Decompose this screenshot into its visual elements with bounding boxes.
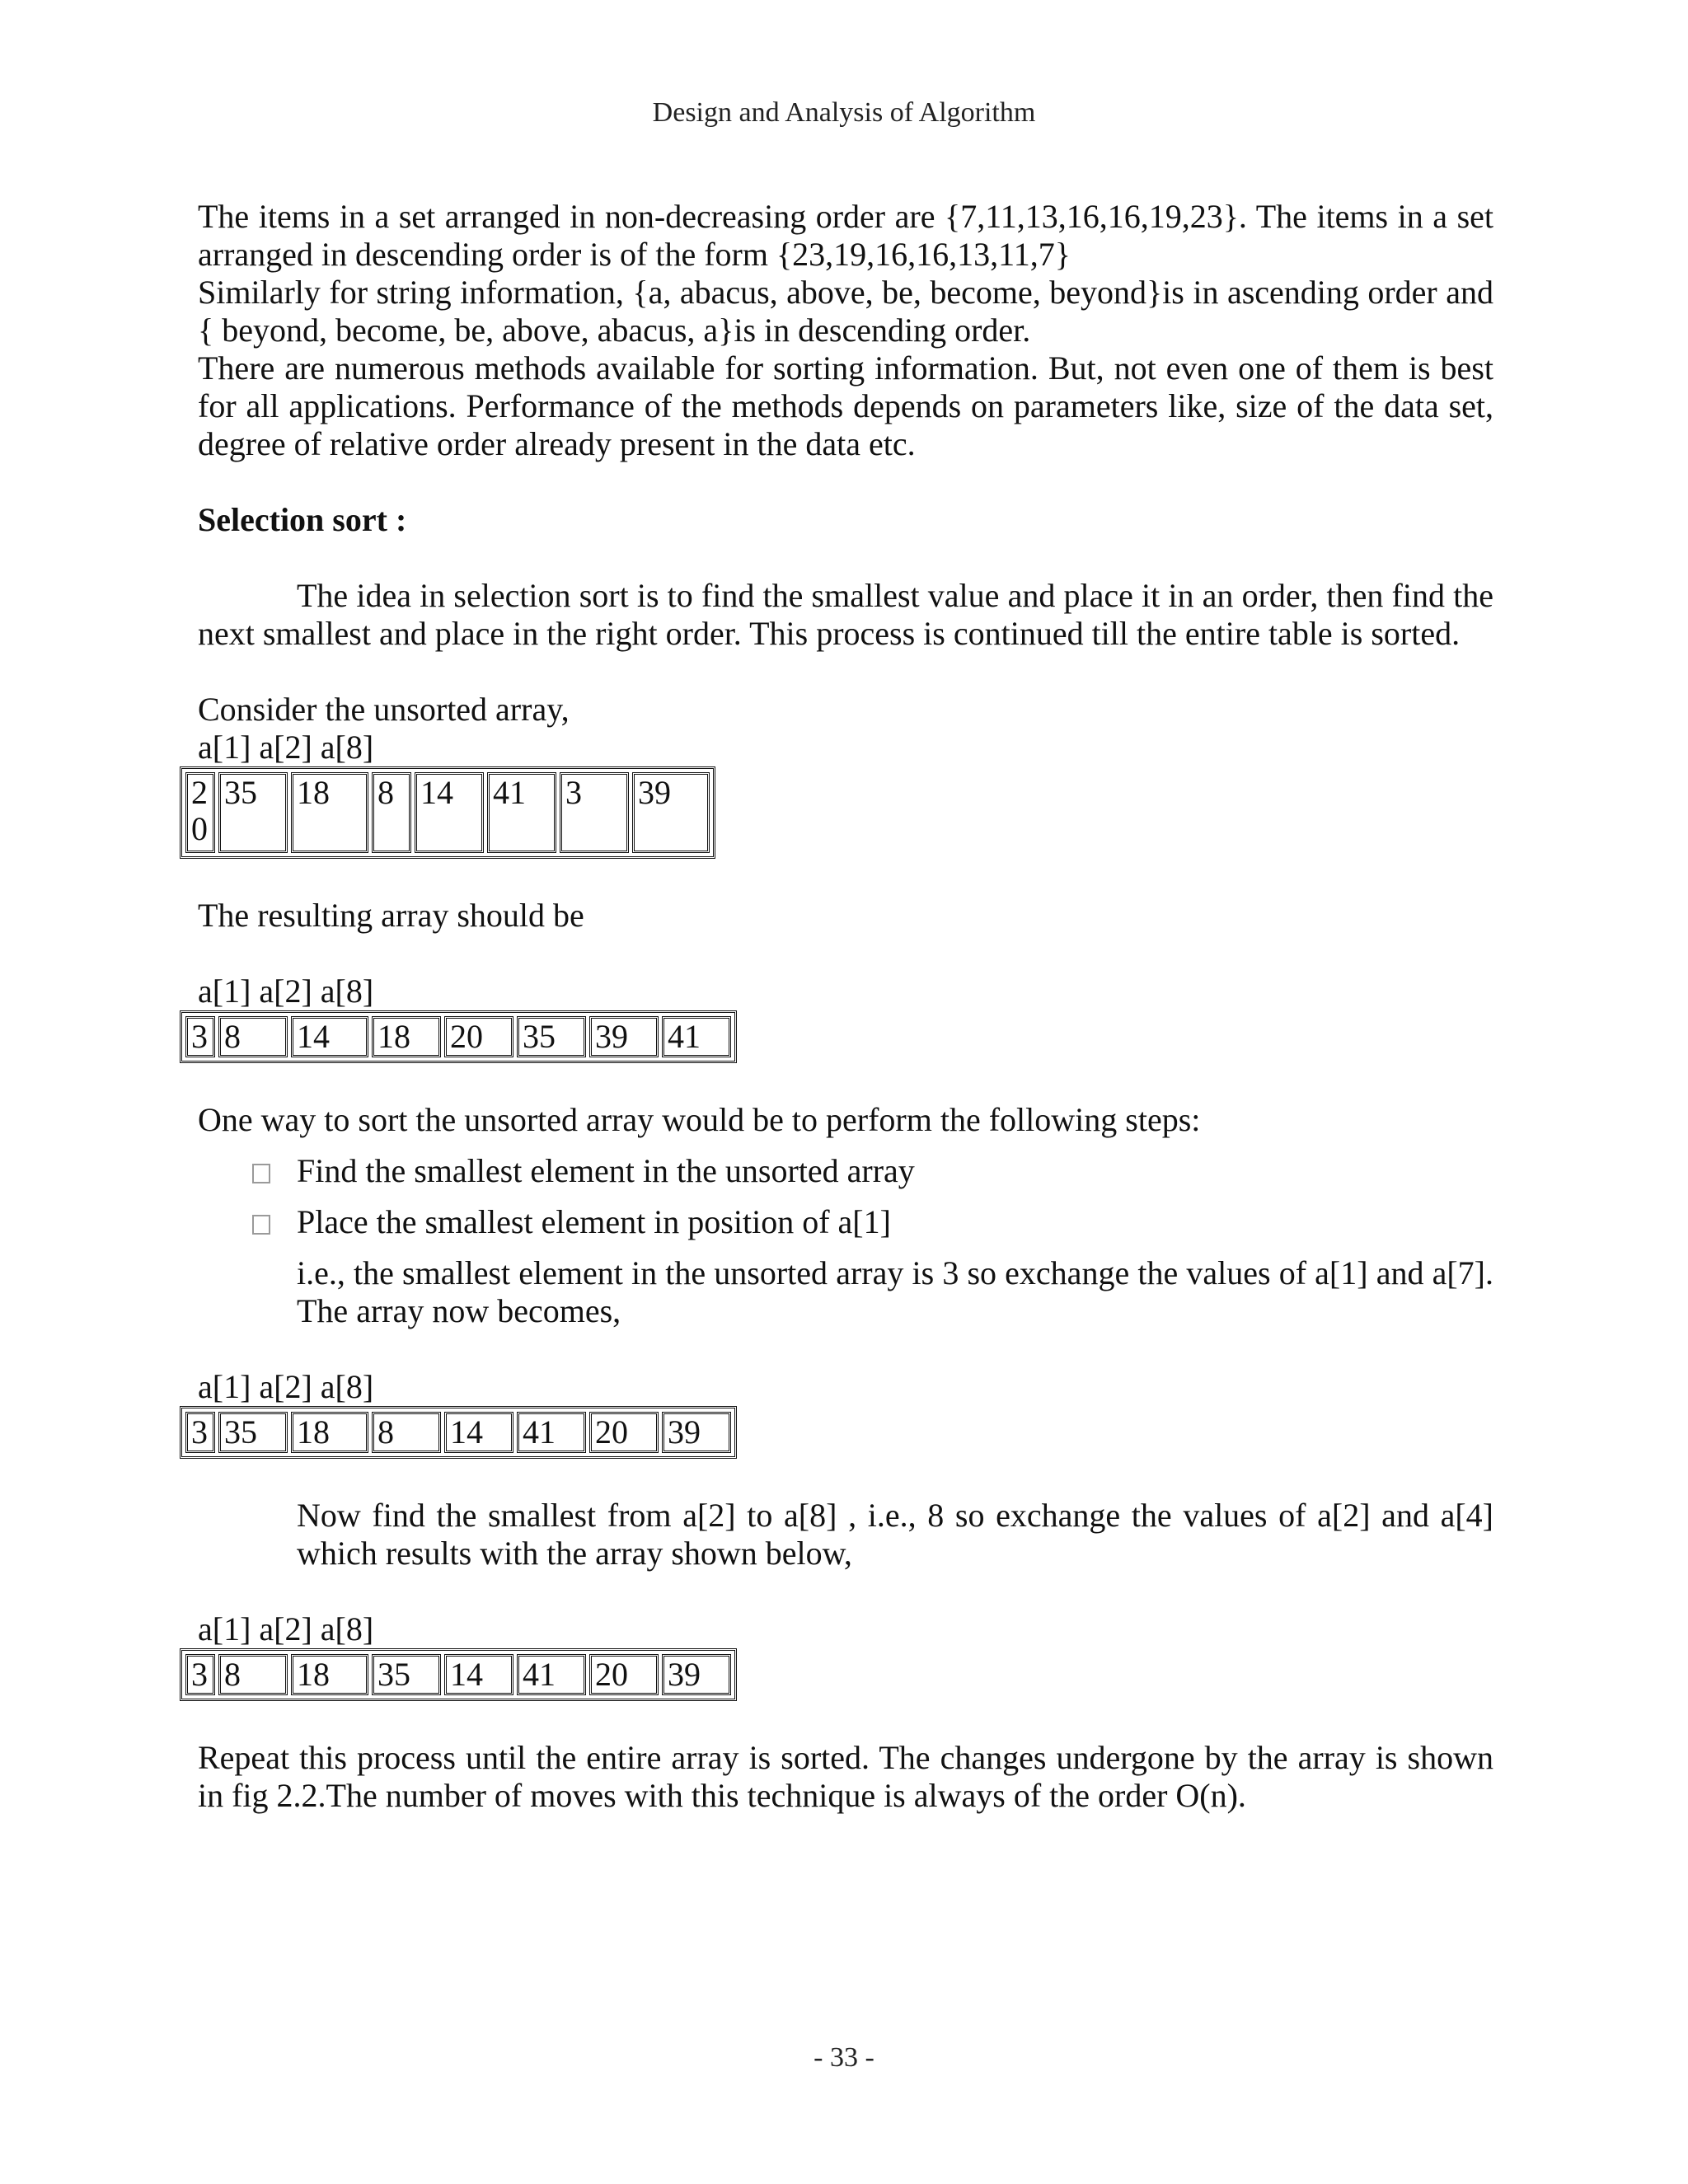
index-label-4: a[1] a[2] a[8] (198, 1610, 374, 1647)
section-heading: Selection sort : (198, 501, 407, 538)
array-cell: 3 (185, 1654, 215, 1695)
index-label-3: a[1] a[2] a[8] (198, 1368, 374, 1405)
array-cell: 14 (444, 1654, 513, 1695)
array-cell: 20 (589, 1654, 659, 1695)
array-cell: 39 (662, 1412, 731, 1453)
explain-paragraph-1: i.e., the smallest element in the unsorted array is 3 so exchange the values of a[1] and a[7]. The array now becomes, (297, 1254, 1493, 1329)
array-cell: 18 (291, 772, 368, 853)
array-cell: 35 (218, 772, 288, 853)
result-text: The resulting array should be (198, 897, 584, 934)
conclusion-paragraph: Repeat this process until the entire array is sorted. The changes undergone by the array is shown in fig 2.2.The number of moves with this technique is always of the order O(n). (198, 1739, 1493, 1814)
array-cell: 8 (218, 1016, 288, 1057)
array-cell: 14 (415, 772, 484, 853)
array-cell: 3 (185, 1412, 215, 1453)
steps-intro: One way to sort the unsorted array would be to perform the following steps: (198, 1101, 1201, 1138)
index-label-1: a[1] a[2] a[8] (198, 729, 374, 766)
array-after-step2-table (180, 1648, 737, 1701)
array-after-step1-table (180, 1406, 737, 1459)
page-body (191, 198, 1493, 1815)
array-cell: 39 (662, 1654, 731, 1695)
intro-paragraph-2: Similarly for string information, {a, abacus, above, be, become, beyond}is in ascending order and { beyond, become, be, above, abacus, a}is in descending order. (198, 274, 1493, 349)
step-item-1 (198, 1152, 1493, 1190)
consider-text: Consider the unsorted array, (198, 691, 570, 728)
array-cell: 20 (444, 1016, 513, 1057)
array-cell: 14 (291, 1016, 368, 1057)
array-cell: 41 (487, 772, 556, 853)
intro-paragraph-3: There are numerous methods available for sorting information. But, not even one of them is best for all applications. Performance of the methods depends on parameters like, size of the data set, degree of relative order already present in the data etc. (198, 349, 1493, 462)
array-cell: 8 (372, 1412, 441, 1453)
array-cell: 8 (218, 1654, 288, 1695)
array-cell: 41 (517, 1654, 586, 1695)
array-cell: 39 (589, 1016, 659, 1057)
step-text-1: Find the smallest element in the unsorted array (297, 1152, 915, 1189)
page-number: - 33 - (814, 2042, 874, 2073)
index-label-2: a[1] a[2] a[8] (198, 972, 374, 1010)
array-cell: 18 (291, 1412, 368, 1453)
array-cell: 35 (517, 1016, 586, 1057)
array-cell: 41 (662, 1016, 731, 1057)
array-cell: 18 (291, 1654, 368, 1695)
steps-list (198, 1152, 1493, 1241)
idea-paragraph: The idea in selection sort is to find the smallest value and place it in an order, then find the next smallest and place in the right order. This process is continued till the entire table is sorted. (198, 577, 1493, 652)
intro-paragraph-1: The items in a set arranged in non-decreasing order are {7,11,13,16,16,19,23}. The items in a set arranged in descending order is of the form {23,19,16,16,13,11,7} (198, 198, 1493, 273)
running-header: Design and Analysis of Algorithm (652, 97, 1036, 128)
array-cell: 3 (560, 772, 629, 853)
array-cell: 8 (372, 772, 411, 853)
array-cell: 20 (589, 1412, 659, 1453)
array-cell: 3 (185, 1016, 215, 1057)
array-cell: 41 (517, 1412, 586, 1453)
bullet-box-icon (252, 1215, 270, 1235)
array-cell: 35 (218, 1412, 288, 1453)
bullet-box-icon (252, 1164, 270, 1183)
array-cell: 39 (632, 772, 710, 853)
sorted-array-table (180, 1010, 737, 1063)
array-cell: 14 (444, 1412, 513, 1453)
array-cell: 35 (372, 1654, 441, 1695)
explain-paragraph-2: Now find the smallest from a[2] to a[8] , i.e., 8 so exchange the values of a[2] and a[4] which results with the array shown below, (297, 1497, 1493, 1572)
step-text-2: Place the smallest element in position of a[1] (297, 1203, 891, 1240)
unsorted-array-table (180, 766, 715, 859)
step-item-2 (198, 1203, 1493, 1241)
array-cell: 2 0 (185, 772, 215, 853)
array-cell: 18 (372, 1016, 441, 1057)
